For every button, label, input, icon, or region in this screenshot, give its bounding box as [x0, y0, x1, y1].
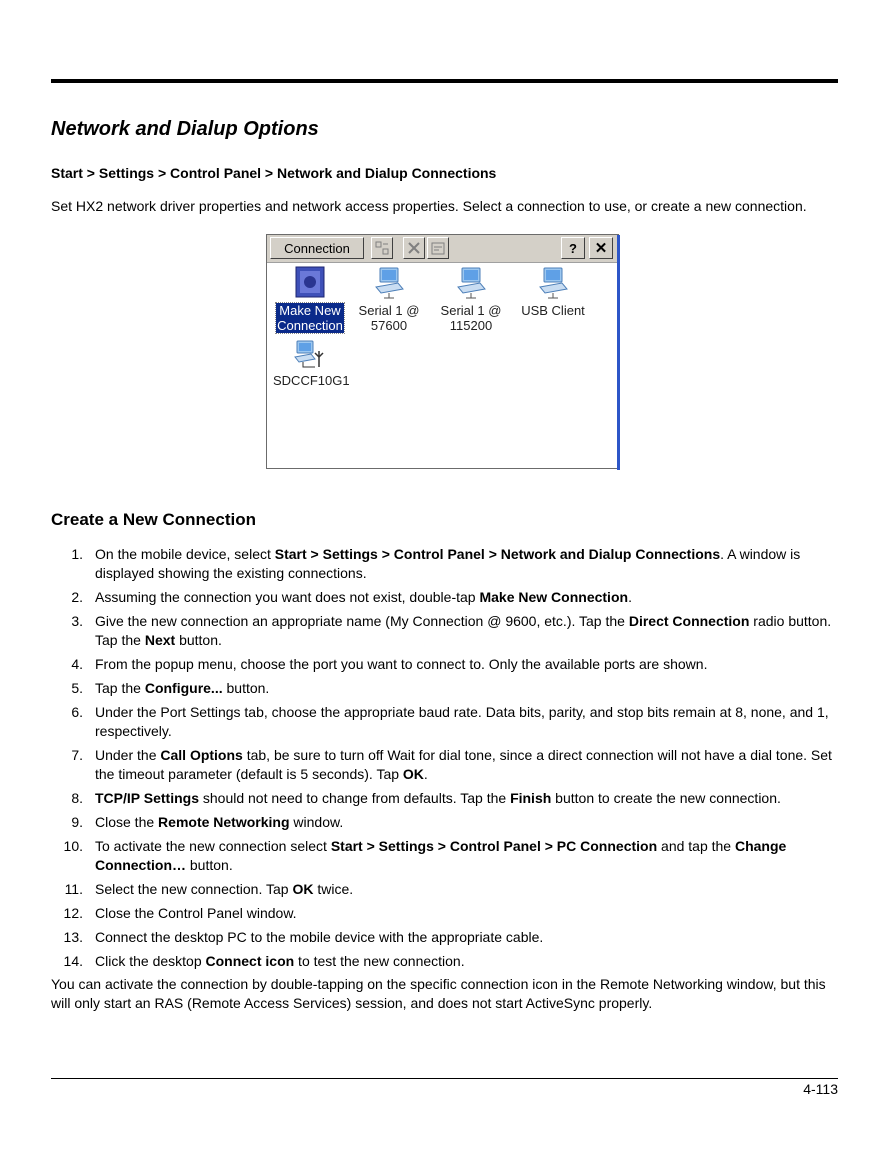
step-emphasis: Call Options: [160, 747, 243, 763]
step-text: Close the Control Panel window.: [95, 905, 297, 921]
step-item: [51, 837, 841, 875]
step-number: 4.: [71, 656, 83, 672]
step-number: 2.: [71, 589, 83, 605]
bottom-rule: [51, 1078, 838, 1079]
step-item: [51, 545, 841, 583]
step-number: 14.: [63, 953, 83, 969]
close-button[interactable]: ✕: [589, 237, 613, 259]
step-emphasis: OK: [292, 881, 314, 897]
step-text: Click the desktop: [95, 953, 206, 969]
step-text: .: [628, 589, 632, 605]
step-text: Tap the: [95, 680, 145, 696]
step-number: 5.: [71, 680, 83, 696]
page-title: Network and Dialup Options: [51, 118, 319, 140]
serial-57600-item[interactable]: [351, 265, 427, 333]
step-text: On the mobile device, select: [95, 546, 275, 562]
closing-paragraph: You can activate the connection by double-tapping on the specific connection icon in the Remote Networking window, but this will only start an RAS (Remote Access Services) session, and does not start ActiveSync properly.: [51, 976, 826, 1011]
step-text: . A window is displayed showing the existing connections.: [95, 546, 801, 581]
step-text: should not need to change from defaults. Tap the: [198, 790, 511, 806]
icon-label: SDCCF10G1: [273, 373, 350, 388]
step-item: [51, 655, 841, 674]
step-number: 3.: [71, 613, 83, 629]
step-item: [51, 588, 841, 607]
network-computer-icon: [454, 265, 488, 299]
step-number: 1.: [71, 546, 83, 562]
step-emphasis: Next: [144, 632, 176, 648]
step-text: To activate the new connection select: [95, 838, 331, 854]
step-number: 12.: [63, 905, 83, 921]
icon-label: USB Client: [521, 303, 585, 318]
page-number: 4-113: [803, 1081, 838, 1097]
steps-list: [51, 545, 841, 976]
step-emphasis: Start > Settings > Control Panel > Network and Dialup Connections: [274, 546, 721, 562]
make-new-connection-item[interactable]: [272, 265, 348, 333]
step-item: [51, 813, 841, 832]
step-item: [51, 703, 841, 741]
step-emphasis: OK: [402, 766, 424, 782]
step-number: 13.: [63, 929, 83, 945]
help-button[interactable]: ?: [561, 237, 585, 259]
window-toolbar: [267, 235, 617, 263]
step-item: [51, 880, 841, 899]
step-number: 9.: [71, 814, 83, 830]
remote-networking-window: [266, 234, 619, 469]
step-item: [51, 928, 841, 947]
step-emphasis: TCP/IP Settings: [95, 790, 199, 806]
step-text: Under the Port Settings tab, choose the appropriate baud rate. Data bits, parity, and stop bits remain at 8, none, and 1, respectively.: [95, 704, 829, 739]
network-computer-icon: [372, 265, 406, 299]
step-text: twice.: [313, 881, 354, 897]
step-text: button.: [175, 632, 222, 648]
step-text: Give the new connection an appropriate name (My Connection @ 9600, etc.). Tap the: [95, 613, 629, 629]
step-emphasis: Start > Settings > Control Panel > PC Connection: [330, 838, 658, 854]
delete-icon[interactable]: [403, 237, 425, 259]
step-text: window.: [289, 814, 344, 830]
step-number: 10.: [63, 838, 83, 854]
step-item: [51, 679, 841, 698]
step-text: Select the new connection. Tap: [95, 881, 293, 897]
step-emphasis: Configure...: [144, 680, 223, 696]
step-emphasis: Direct Connection: [628, 613, 750, 629]
step-text: Assuming the connection you want does not exist, double-tap: [95, 589, 480, 605]
icon-label: Serial 1 @ 115200: [440, 303, 502, 333]
step-number: 11.: [64, 881, 83, 897]
step-item: [51, 746, 841, 784]
step-item: [51, 789, 841, 808]
step-emphasis: Change Connection…: [95, 838, 787, 873]
step-text: Close the: [95, 814, 159, 830]
network-computer-icon: [536, 265, 570, 299]
step-text: tab, be sure to turn off Wait for dial tone, since a direct connection will not have a dial tone. Set the timeout parameter (default is 5 seconds). Tap: [95, 747, 832, 782]
step-text: .: [423, 766, 428, 782]
wireless-connection-icon: [293, 339, 327, 369]
icon-label: Make New Connection: [277, 303, 343, 333]
top-rule: [51, 79, 838, 83]
step-text: and tap the: [657, 838, 735, 854]
step-number: 7.: [71, 747, 83, 763]
step-emphasis: Finish: [510, 790, 552, 806]
usb-client-item[interactable]: [515, 265, 591, 318]
step-number: 8.: [71, 790, 83, 806]
step-item: [51, 952, 841, 971]
breadcrumb: Start > Settings > Control Panel > Network and Dialup Connections: [51, 165, 497, 181]
section-heading: Create a New Connection: [51, 510, 256, 529]
step-item: [51, 904, 841, 923]
step-text: button.: [186, 857, 233, 873]
step-text: Connect the desktop PC to the mobile device with the appropriate cable.: [95, 929, 544, 945]
step-text: to test the new connection.: [294, 953, 465, 969]
properties-icon[interactable]: [427, 237, 449, 259]
step-text: radio button. Tap the: [95, 613, 832, 648]
step-number: 6.: [71, 704, 83, 720]
step-text: Under the: [95, 747, 161, 763]
intro-paragraph: Set HX2 network driver properties and network access properties. Select a connection to use, or create a new connection.: [51, 198, 807, 214]
sdccf10g1-item[interactable]: [272, 339, 348, 388]
step-item: [51, 612, 841, 650]
step-emphasis: Remote Networking: [158, 814, 290, 830]
step-text: button to create the new connection.: [551, 790, 781, 806]
icon-label: Serial 1 @ 57600: [358, 303, 420, 333]
large-icons-view-icon[interactable]: [371, 237, 393, 259]
step-text: From the popup menu, choose the port you want to connect to. Only the available ports are shown.: [95, 656, 708, 672]
make-new-connection-icon: [293, 265, 327, 299]
step-emphasis: Make New Connection: [479, 589, 629, 605]
step-emphasis: Connect icon: [205, 953, 295, 969]
step-text: button.: [222, 680, 270, 696]
connection-menu-button[interactable]: Connection: [270, 237, 364, 259]
window-edge: [617, 235, 620, 470]
serial-115200-item[interactable]: [433, 265, 509, 333]
